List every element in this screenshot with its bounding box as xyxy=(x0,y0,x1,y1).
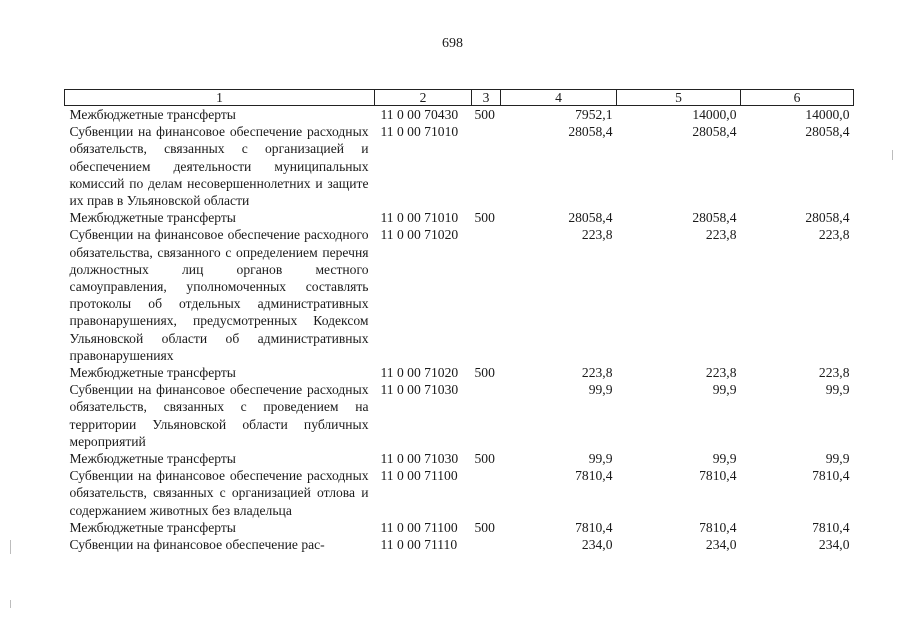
row-code-cell: 11 0 00 71100 xyxy=(380,468,458,484)
row-value-col5: 28058,4 xyxy=(692,210,737,226)
budget-table xyxy=(64,89,854,553)
row-name-cell: Межбюджетные трансферты xyxy=(69,107,236,122)
row-value-col4: 99,9 xyxy=(588,451,613,467)
header-row xyxy=(65,90,854,106)
row-value-col5: 14000,0 xyxy=(692,107,737,122)
row-value-col6: 234,0 xyxy=(818,537,850,553)
table-row xyxy=(65,364,854,381)
row-value-col4: 223,8 xyxy=(581,227,613,243)
row-value-col5: 99,9 xyxy=(712,451,737,467)
row-code-cell: 11 0 00 71110 xyxy=(380,537,458,553)
row-value-col6: 14000,0 xyxy=(805,107,850,122)
table-row xyxy=(65,106,854,124)
row-name-cell: Межбюджетные трансферты xyxy=(69,451,236,467)
row-type-cell: 500 xyxy=(474,210,495,226)
row-code-cell: 11 0 00 71100 xyxy=(380,519,458,535)
page-number: 698 xyxy=(442,36,463,51)
header-col-4: 4 xyxy=(501,90,617,106)
row-value-col4: 7952,1 xyxy=(575,107,613,122)
row-name-cell: Субвенции на финансовое обеспечение расходных обязательств, связанных с организацией отлова и содержанием животных без владельца xyxy=(69,468,369,518)
row-type-cell: 500 xyxy=(474,519,495,535)
table-row xyxy=(65,209,854,226)
row-value-col5: 28058,4 xyxy=(692,124,737,140)
scan-artifact xyxy=(10,540,11,554)
header-col-2: 2 xyxy=(375,90,472,106)
row-value-col6: 99,9 xyxy=(825,451,850,467)
row-name-cell: Субвенции на финансовое обеспечение расходных обязательств, связанных с организацией и обеспечением деятельности муниципальных комиссий по делам несовершеннолетних и защите их прав в Ульяновской области xyxy=(69,124,369,209)
row-name-cell: Субвенции на финансовое обеспечение расходного обязательства, связанного с определением перечня должностных лиц органов местного самоуправления, уполномоченных составлять протоколы об отдельных административных правонарушениях, предусмотренных Кодексом Ульяновской области об административных правонарушениях xyxy=(69,227,369,363)
row-value-col6: 7810,4 xyxy=(812,519,850,535)
row-value-col4: 223,8 xyxy=(581,365,613,381)
header-col-3: 3 xyxy=(472,90,501,106)
row-value-col5: 7810,4 xyxy=(699,519,737,535)
row-value-col4: 28058,4 xyxy=(568,210,613,226)
row-code-cell: 11 0 00 71020 xyxy=(380,365,459,381)
scan-artifact xyxy=(892,150,893,160)
scan-artifact xyxy=(10,600,11,608)
row-value-col4: 7810,4 xyxy=(575,468,613,484)
header-col-5: 5 xyxy=(617,90,741,106)
row-type-cell: 500 xyxy=(474,107,495,122)
row-type-cell: 500 xyxy=(474,365,495,381)
row-code-cell: 11 0 00 71010 xyxy=(380,124,459,140)
table-row xyxy=(65,467,854,519)
row-value-col4: 234,0 xyxy=(581,537,613,553)
row-code-cell: 11 0 00 71030 xyxy=(380,451,459,467)
row-value-col6: 223,8 xyxy=(818,227,850,243)
row-value-col6: 99,9 xyxy=(825,382,850,398)
row-name-cell: Межбюджетные трансферты xyxy=(69,210,236,226)
row-value-col6: 223,8 xyxy=(818,365,850,381)
row-name-cell: Межбюджетные трансферты xyxy=(69,519,236,535)
table-row xyxy=(65,536,854,553)
row-value-col5: 223,8 xyxy=(705,227,737,243)
row-type-cell xyxy=(472,123,501,209)
table-row xyxy=(65,381,854,450)
row-value-col5: 223,8 xyxy=(705,365,737,381)
row-value-col5: 7810,4 xyxy=(699,468,737,484)
header-col-1: 1 xyxy=(65,90,375,106)
row-code-cell: 11 0 00 71020 xyxy=(380,227,459,243)
row-type-cell xyxy=(472,381,501,450)
row-name-cell: Субвенции на финансовое обеспечение расходных обязательств, связанных с проведением на территории Ульяновской области публичных мероприятий xyxy=(69,382,369,449)
row-name-cell: Субвенции на финансовое обеспечение рас- xyxy=(69,537,325,553)
table-header xyxy=(65,90,854,106)
table-row xyxy=(65,519,854,536)
row-type-cell xyxy=(472,536,501,553)
row-type-cell xyxy=(472,226,501,364)
table-row xyxy=(65,450,854,467)
row-code-cell: 11 0 00 71030 xyxy=(380,382,459,398)
row-value-col4: 7810,4 xyxy=(575,519,613,535)
row-value-col6: 7810,4 xyxy=(812,468,850,484)
row-type-cell xyxy=(472,467,501,519)
row-value-col5: 234,0 xyxy=(705,537,737,553)
table-body xyxy=(65,106,854,554)
row-name-cell: Межбюджетные трансферты xyxy=(69,365,236,381)
row-code-cell: 11 0 00 70430 xyxy=(380,107,459,122)
row-value-col4: 99,9 xyxy=(588,382,613,398)
row-value-col6: 28058,4 xyxy=(805,124,850,140)
table-row xyxy=(65,226,854,364)
row-value-col4: 28058,4 xyxy=(568,124,613,140)
row-value-col6: 28058,4 xyxy=(805,210,850,226)
row-code-cell: 11 0 00 71010 xyxy=(380,210,459,226)
header-col-6: 6 xyxy=(741,90,854,106)
table-row xyxy=(65,123,854,209)
row-value-col5: 99,9 xyxy=(712,382,737,398)
row-type-cell: 500 xyxy=(474,451,495,467)
